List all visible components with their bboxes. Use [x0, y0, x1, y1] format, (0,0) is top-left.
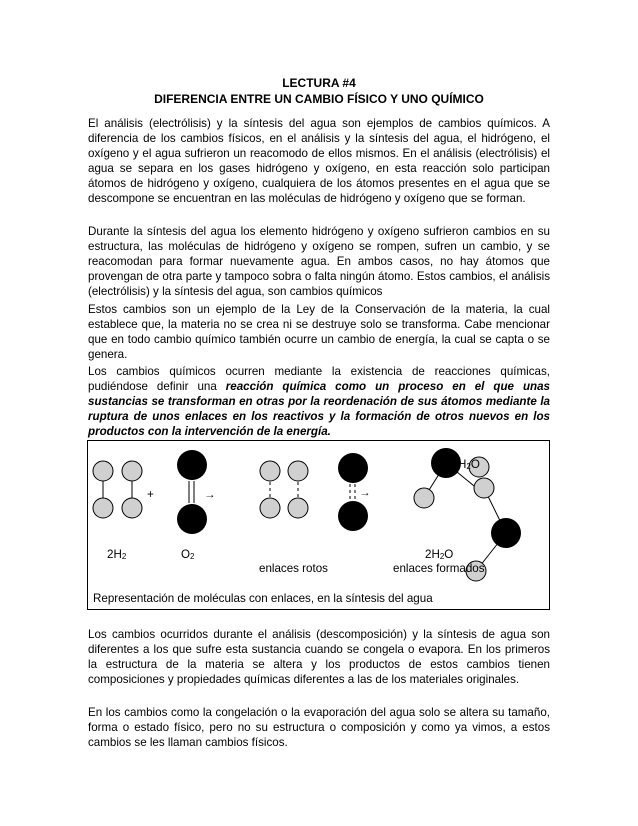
paragraph-4-text: Los cambios químicos ocurren mediante la existencia de reacciones químicas, pudiéndose definir una — [88, 365, 550, 394]
oxygen-atom — [491, 518, 521, 548]
h2-label-text: 2H — [107, 548, 122, 561]
h2-label — [107, 548, 126, 562]
paragraph-6: En los cambios como la congelación o la evaporación del agua solo se altera su tamaño, forma o estado físico, pero no su estructura o composición y como ya vimos, a estos cambios se les llaman cambios físicos. — [88, 706, 550, 750]
reaction-arrow-2: → — [359, 486, 371, 499]
paragraph-5: Los cambios ocurridos durante el análisis (descomposición) y la síntesis de agua son diferentes a los que sufre esta sustancia cuando se congela o evapora. En los primeros la estructura de la materia se altera y los productos de estos cambios tienen composiciones y propiedades químicas diferentes a las de los materiales originales. — [88, 628, 550, 687]
paragraph-4 — [88, 364, 550, 439]
plus-sign: + — [147, 488, 154, 501]
hydrogen-atom — [474, 478, 494, 498]
oxygen-atom — [338, 501, 368, 531]
paragraph-3: Estos cambios son un ejemplo de la Ley de la Conservación de la materia, la cual establece que, la materia no se crea ni se destruye solo se transforma. Cabe mencionar que en todo cambio químico también ocurre un cambio de energía, la cual se capta o se genera. — [88, 303, 550, 362]
hydrogen-atom — [288, 498, 308, 518]
h2-label-sub: 2 — [121, 552, 127, 561]
broken-bonds-label: enlaces rotos — [259, 562, 328, 575]
molecule-figure — [87, 440, 550, 610]
water-label-sub: 2 — [439, 552, 445, 561]
o2-molecule — [177, 450, 207, 534]
water-label-top-sub: 2 — [466, 462, 471, 471]
oxygen-atom — [177, 504, 207, 534]
hydrogen-atom — [288, 461, 308, 481]
reaction-definition: reacción química como un proceso en el que unas sustancias se transforman en otras por la reordenación de sus átomos mediante la ruptura de unos enlaces en los reactivos y la formación de otros nuevos en los productos con la intervención de la energía. — [88, 380, 550, 439]
oxygen-atom — [177, 450, 207, 480]
oxygen-atom — [338, 453, 368, 483]
page-title: DIFERENCIA ENTRE UN CAMBIO FÍSICO Y UNO QUÍMICO — [154, 92, 484, 106]
water-label-top-text: H — [458, 458, 467, 471]
paragraph-2: Durante la síntesis del agua los elemento hidrógeno y oxígeno sufrieron cambios en su estructura, las moléculas de hidrógeno y oxígeno se rompen, sufren un cambio, y se reacomodan para formar nuevamente agua. En ambos casos, no hay átomos que provengan de otra parte y tampoco sobra o falta ningún átomo. Estos cambios, el análisis (electrólisis) y la síntesis del agua, son cambios químicos — [88, 225, 550, 299]
broken-h2-molecules — [260, 461, 308, 518]
lecture-number: LECTURA #4 — [282, 76, 356, 90]
paragraph-1: El análisis (electrólisis) y la síntesis del agua son ejemplos de cambios químicos. A diferencia de los cambios físicos, en el análisis y la síntesis del agua, el hidrógeno, el oxígeno y el agua sufrieron un reacomodo de ellos mismos. En el análisis (electrólisis) el agua se separa en los gases hidrógeno y oxígeno, en esta reacción solo participan átomos de hidrógeno y oxígeno, cualquiera de los átomos presentes en el agua que se descompone se encuentran en las moléculas de hidrógeno y oxígeno que se forman. — [88, 117, 550, 206]
hydrogen-atom — [122, 498, 142, 518]
reaction-arrow: → — [204, 488, 216, 501]
figure-caption: Representación de moléculas con enlaces, en la síntesis del agua — [93, 592, 433, 605]
hydrogen-atom — [93, 461, 113, 481]
hydrogen-atom — [122, 461, 142, 481]
hydrogen-atom — [260, 461, 280, 481]
o2-label-text: O — [181, 548, 191, 561]
formed-bonds-label: enlaces formados — [393, 562, 485, 575]
water-label-top-end: O — [470, 458, 480, 471]
water-label-top — [458, 458, 480, 472]
oxygen-atom — [431, 448, 461, 478]
hydrogen-atom — [414, 488, 434, 508]
o2-label — [181, 548, 194, 562]
h2-molecules — [93, 461, 142, 518]
hydrogen-atom — [93, 498, 113, 518]
o2-label-sub: 2 — [190, 552, 195, 561]
water-label-text: 2H — [425, 548, 440, 561]
water-label — [425, 548, 453, 562]
water-label-end: O — [444, 548, 454, 561]
hydrogen-atom — [260, 498, 280, 518]
